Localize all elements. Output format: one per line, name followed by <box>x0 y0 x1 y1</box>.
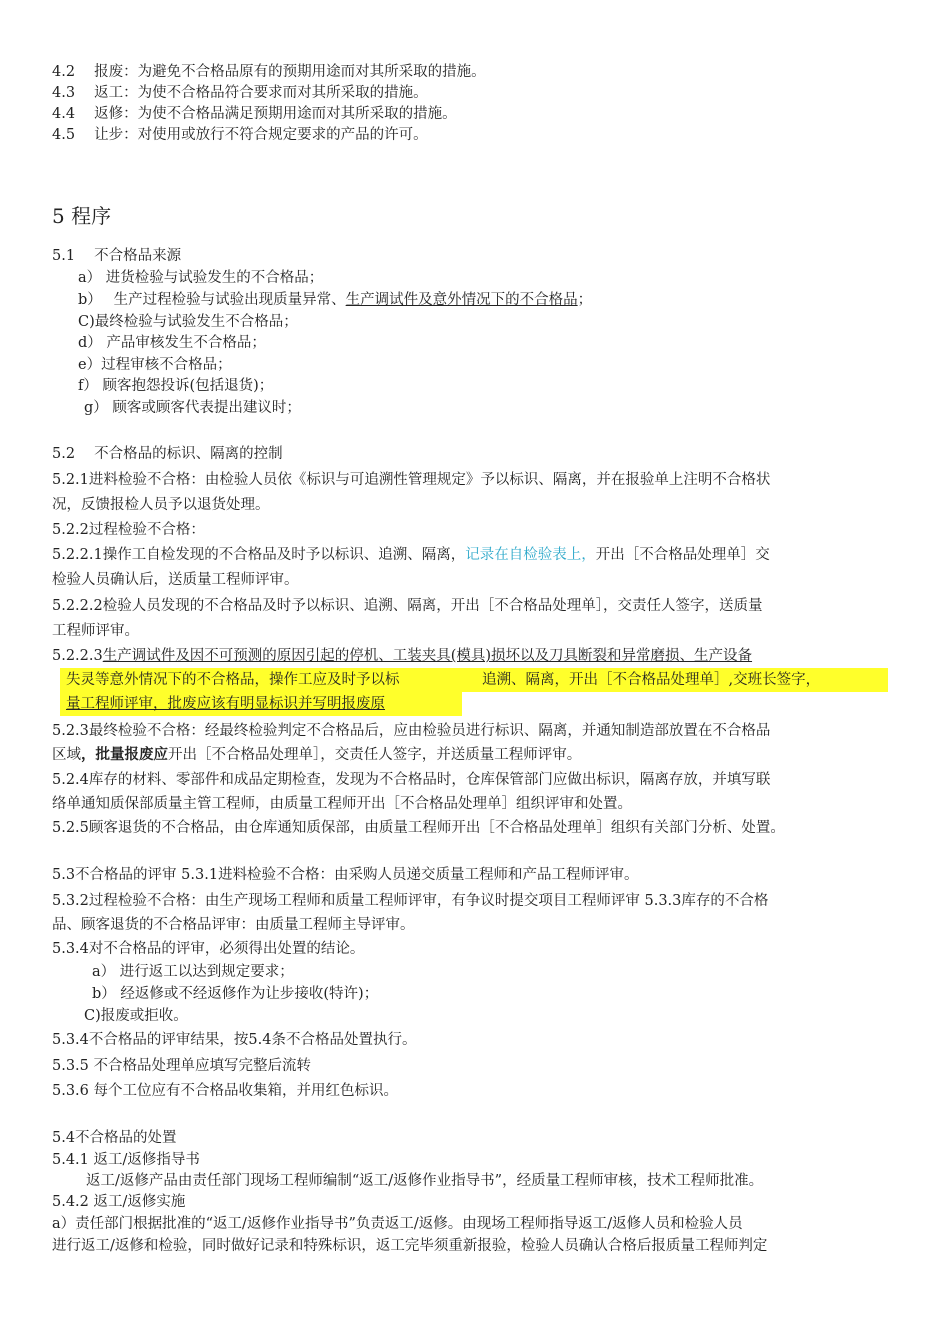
s523-line-2 <box>52 745 581 765</box>
def-4-5 <box>52 125 428 145</box>
s53-line-3: 品、顾客退货的不合格品评审：由质量工程师主导评审。 <box>52 917 415 933</box>
s524-line-2: 络单通知质保部质量主管工程师，由质量工程师开出［不合格品处理单］组织评审和处置。 <box>52 796 632 812</box>
def-text: 返工：为使不合格品符合要求而对其所采取的措施。 <box>94 85 428 101</box>
s523-line-1: 5.2.3最终检验不合格：经最终检验判定不合格品后，应由检验员进行标识、隔离，并通知制造部放置在不合格品 <box>52 723 771 739</box>
s51-item-a: a） 进货检验与试验发生的不合格品； <box>78 270 324 286</box>
def-num: 4.3 <box>52 85 76 101</box>
s5222-line-1: 5.2.2.2检验人员发现的不合格品及时予以标识、追溯、隔离，开出［不合格品处理单］，交责任人签字，送质量 <box>52 598 763 614</box>
s52-title: 5.2 不合格品的标识、隔离的控制 <box>52 446 283 462</box>
s521-line-1: 5.2.1进料检验不合格：由检验人员依《标识与可追溯性管理规定》予以标识、隔离，并在报验单上注明不合格状 <box>52 472 771 488</box>
s53-line-2: 5.3.2过程检验不合格：由生产现场工程师和质量工程师评审，有争议时提交项目工程师评审 5.3.3库存的不合格 <box>52 893 769 909</box>
s521-line-2: 况，反馈报检人员予以退货处理。 <box>52 497 270 513</box>
s522: 5.2.2过程检验不合格： <box>52 522 205 538</box>
s51-item-b <box>78 290 592 310</box>
s53-line-4: 5.3.4对不合格品的评审，必须得出处置的结论。 <box>52 941 365 957</box>
s53-item-c: C)报废或拒收。 <box>84 1008 188 1024</box>
s51-item-c: C)最终检验与试验发生不合格品； <box>78 314 298 330</box>
s5221-text-a: 5.2.2.1操作工自检发现的不合格品及时予以标识、追溯、隔离， <box>52 547 466 563</box>
s51-item-g: g） 顾客或顾客代表提出建议时； <box>84 400 301 416</box>
def-4-2 <box>52 62 486 82</box>
s5223-underlined: 生产调试件及因不可预测的原因引起的停机、工装夹具(模具)损坏以及刀具断裂和异常磨损、生产设备 <box>102 648 753 664</box>
s523-text-a: 区域 <box>52 747 81 763</box>
s5223-line-2b: 追溯、隔离，开出［不合格品处理单］,交班长签字， <box>482 672 821 688</box>
s51-item-d: d） 产品审核发生不合格品； <box>78 335 266 351</box>
s5222-line-2: 工程师评审。 <box>52 623 139 639</box>
section-5-title: 5 程序 <box>52 204 112 228</box>
s51-item-e: e）过程审核不合格品； <box>78 357 232 373</box>
def-4-3 <box>52 83 428 103</box>
s542-title: 5.4.2 返工/返修实施 <box>52 1194 186 1210</box>
s523-bold: ，批量报废应 <box>81 746 168 763</box>
s53-item-a: a） 进行返工以达到规定要求； <box>92 964 294 980</box>
s5221-line-1 <box>52 545 770 565</box>
def-4-4 <box>52 104 457 124</box>
s53-line-5: 5.3.4不合格品的评审结果，按5.4条不合格品处置执行。 <box>52 1032 417 1048</box>
s51-item-f: f） 顾客抱怨投诉(包括退货)； <box>78 378 274 394</box>
s53-line-6: 5.3.5 不合格品处理单应填写完整后流转 <box>52 1058 312 1074</box>
s53-item-b: b） 经返修或不经返修作为让步接收(特许)； <box>92 986 379 1002</box>
s5221-text-c: 开出［不合格品处理单］交 <box>595 547 770 563</box>
def-num: 4.5 <box>52 127 76 143</box>
s542-a-line-2: 进行返工/返修和检验，同时做好记录和特殊标识，返工完毕须重新报验，检验人员确认合格后报质量工程师判定 <box>52 1238 768 1254</box>
s5223-line-1 <box>52 646 752 666</box>
s523-text-c: 开出［不合格品处理单］，交责任人签字，并送质量工程师评审。 <box>168 747 582 763</box>
s525: 5.2.5顾客退货的不合格品，由仓库通知质保部，由质量工程师开出［不合格品处理单］组织有关部门分析、处置。 <box>52 820 785 836</box>
s51-b-prefix: b） 生产过程检验与试验出现质量异常、 <box>78 292 346 308</box>
s5221-line-2: 检验人员确认后，送质量工程师评审。 <box>52 572 299 588</box>
def-num: 4.4 <box>52 106 76 122</box>
s51-title: 5.1 不合格品来源 <box>52 248 182 264</box>
s54-title: 5.4不合格品的处置 <box>52 1130 177 1146</box>
s541-title: 5.4.1 返工/返修指导书 <box>52 1152 200 1168</box>
s53-line-1: 5.3不合格品的评审 5.3.1进料检验不合格：由采购人员递交质量工程师和产品工程师评审。 <box>52 867 639 883</box>
s51-b-underlined: 生产调试件及意外情况下的不合格品 <box>345 292 578 308</box>
def-text: 报废：为避免不合格品原有的预期用途而对其所采取的措施。 <box>94 64 486 80</box>
s53-line-7: 5.3.6 每个工位应有不合格品收集箱，并用红色标识。 <box>52 1083 399 1099</box>
s5221-cyan-note: 记录在自检验表上， <box>465 547 596 563</box>
s5223-line-3: 量工程师评审，批废应该有明显标识并写明报废原 <box>66 696 385 712</box>
s524-line-1: 5.2.4库存的材料、零部件和成品定期检查，发现为不合格品时，仓库保管部门应做出标识，隔离存放，并填写联 <box>52 772 771 788</box>
s5223-line-2a: 失灵等意外情况下的不合格品，操作工应及时予以标 <box>66 672 400 688</box>
s51-b-suffix: ； <box>577 292 593 308</box>
s5223-num: 5.2.2.3 <box>52 648 103 664</box>
def-text: 让步：对使用或放行不符合规定要求的产品的许可。 <box>94 127 428 143</box>
s541-paragraph: 返工/返修产品由责任部门现场工程师编制“返工/返修作业指导书”，经质量工程师审核，技术工程师批准。 <box>86 1173 764 1189</box>
s542-a-line-1: a）责任部门根据批准的“返工/返修作业指导书”负责返工/返修。由现场工程师指导返工/返修人员和检验人员 <box>52 1216 743 1232</box>
def-text: 返修：为使不合格品满足预期用途而对其所采取的措施。 <box>94 106 457 122</box>
def-num: 4.2 <box>52 64 76 80</box>
